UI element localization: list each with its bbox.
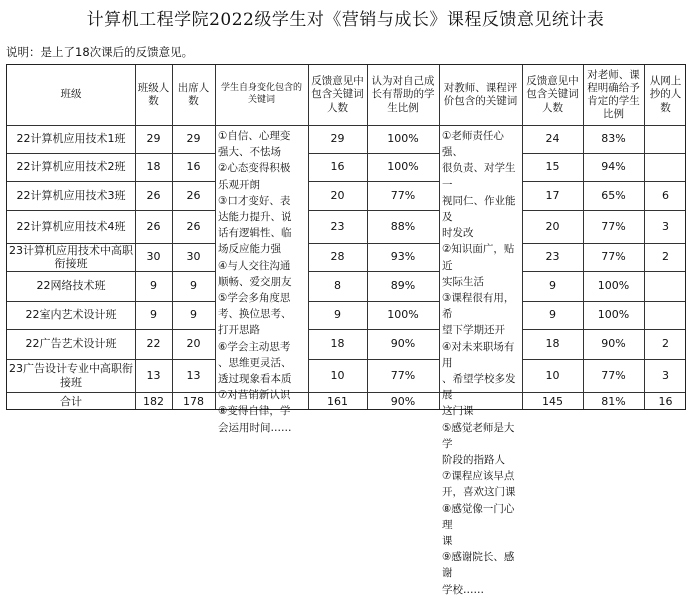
row-attend: 30 bbox=[186, 250, 201, 264]
row-class: 23广告设计专业中高职衔接班 bbox=[9, 362, 133, 389]
header-teacher-keywords: 对教师、课程评价包含的关键词 bbox=[443, 81, 518, 107]
header-student-keywords: 学生自身变化包含的关键词 bbox=[220, 83, 302, 105]
row-students: 29 bbox=[146, 132, 161, 146]
row-class: 合计 bbox=[60, 394, 82, 408]
column-divider bbox=[308, 65, 309, 409]
column-divider bbox=[172, 65, 173, 409]
keyword-line: 达能力提升、说 bbox=[218, 211, 292, 224]
header-feedback-count: 反馈意见中包含关键词人数 bbox=[311, 75, 364, 114]
row-feedback-count-2: 24 bbox=[545, 132, 560, 146]
row-attend: 178 bbox=[183, 394, 204, 408]
header-copied: 从网上抄的人数 bbox=[649, 75, 682, 114]
row-helpful-ratio: 93% bbox=[390, 250, 416, 264]
row-feedback-count: 8 bbox=[334, 279, 341, 293]
header-class: 班级 bbox=[60, 88, 82, 101]
keyword-line: 很负责、对学生一 bbox=[442, 162, 516, 191]
row-copied: 16 bbox=[658, 394, 673, 408]
row-teacher-ratio: 94% bbox=[601, 160, 626, 174]
header-attend: 出席人数 bbox=[177, 81, 210, 107]
row-attend: 13 bbox=[186, 368, 201, 382]
row-students: 26 bbox=[146, 219, 161, 233]
keyword-line: 阶段的指路人 bbox=[442, 454, 505, 467]
row-copied: 3 bbox=[662, 368, 669, 382]
keyword-line: 开，喜欢这门课 bbox=[442, 486, 516, 499]
row-copied: 2 bbox=[662, 250, 669, 264]
row-feedback-count: 20 bbox=[330, 188, 345, 202]
row-copied bbox=[644, 153, 687, 181]
column-divider bbox=[135, 65, 136, 409]
row-attend: 16 bbox=[186, 160, 201, 174]
student-keywords-block bbox=[216, 126, 308, 434]
row-students: 13 bbox=[146, 368, 161, 382]
keyword-line: ④与人交往沟通 bbox=[218, 259, 291, 272]
teacher-keywords-block bbox=[440, 126, 522, 596]
keyword-line: ①自信、心理变 bbox=[218, 130, 291, 142]
row-teacher-ratio: 77% bbox=[601, 219, 626, 233]
row-helpful-ratio: 77% bbox=[390, 368, 416, 382]
row-teacher-ratio: 81% bbox=[601, 394, 626, 408]
row-teacher-ratio: 100% bbox=[597, 308, 630, 322]
row-feedback-count: 10 bbox=[330, 368, 345, 382]
row-feedback-count: 23 bbox=[330, 219, 345, 233]
keyword-line: ③课程很有用，希 bbox=[442, 292, 515, 321]
row-feedback-count: 28 bbox=[330, 250, 345, 264]
keyword-line: 透过现象看本质 bbox=[218, 373, 292, 386]
page-title: 计算机工程学院2022级学生对《营销与成长》课程反馈意见统计表 bbox=[86, 10, 605, 30]
keyword-line: 乐观开朗 bbox=[218, 178, 260, 191]
keyword-line: 打开思路 bbox=[218, 324, 260, 337]
keyword-line: ②心态变得积极 bbox=[218, 162, 291, 175]
keyword-line: ③口才变好、表 bbox=[218, 194, 291, 207]
feedback-table bbox=[6, 64, 686, 596]
row-teacher-ratio: 83% bbox=[601, 132, 626, 146]
header-teacher-ratio: 对老师、课程明确给予肯定的学生比例 bbox=[587, 68, 640, 121]
row-helpful-ratio: 100% bbox=[387, 308, 419, 322]
row-teacher-ratio: 90% bbox=[601, 337, 626, 351]
row-feedback-count: 18 bbox=[330, 337, 345, 351]
column-divider bbox=[583, 65, 584, 409]
row-class: 22广告艺术设计班 bbox=[25, 337, 117, 351]
row-students: 26 bbox=[146, 188, 161, 202]
row-helpful-ratio: 89% bbox=[390, 279, 416, 293]
keyword-line: ⑧变得自律，学 bbox=[218, 405, 291, 418]
column-divider bbox=[522, 65, 523, 409]
row-teacher-ratio: 77% bbox=[601, 250, 626, 264]
row-feedback-count: 29 bbox=[330, 132, 345, 146]
row-attend: 9 bbox=[190, 279, 197, 293]
keyword-line: 望下学期还开 bbox=[442, 324, 505, 337]
row-attend: 26 bbox=[186, 219, 201, 233]
row-feedback-count-2: 10 bbox=[545, 368, 560, 382]
row-feedback-count-2: 23 bbox=[545, 250, 560, 264]
row-students: 30 bbox=[146, 250, 161, 264]
keyword-line: ⑦对营销新认识 bbox=[218, 389, 291, 402]
row-teacher-ratio: 77% bbox=[601, 368, 626, 382]
keyword-line: ①老师责任心强、 bbox=[442, 130, 504, 159]
row-helpful-ratio: 100% bbox=[387, 160, 419, 174]
keyword-line: ⑨感谢院长、感谢 bbox=[442, 551, 515, 580]
header-feedback-count-2: 反馈意见中包含关键词人数 bbox=[526, 75, 579, 114]
row-attend: 9 bbox=[190, 308, 197, 322]
row-feedback-count-2: 20 bbox=[545, 219, 560, 233]
keyword-line: 强大、不怯场 bbox=[218, 146, 281, 159]
keyword-line: 会运用时间…… bbox=[218, 421, 292, 434]
row-copied bbox=[644, 271, 687, 301]
row-feedback-count-2: 15 bbox=[545, 160, 560, 174]
keyword-line: 时发改 bbox=[442, 227, 474, 240]
row-feedback-count: 161 bbox=[327, 394, 348, 408]
row-teacher-ratio: 100% bbox=[597, 279, 630, 293]
row-class: 22计算机应用技术1班 bbox=[16, 132, 126, 146]
column-divider bbox=[367, 65, 368, 409]
row-feedback-count-2: 18 bbox=[545, 337, 560, 351]
keyword-line: 实际生活 bbox=[442, 275, 484, 288]
note: 说明：是上了18次课后的反馈意见。 bbox=[6, 45, 194, 59]
keyword-line: 视同仁、作业能及 bbox=[442, 194, 516, 224]
keyword-line: 、希望学校多发展 bbox=[442, 373, 516, 402]
row-class: 23计算机应用技术中高职衔接班 bbox=[9, 243, 133, 270]
keyword-line: 顺畅、爱交朋友 bbox=[218, 275, 292, 288]
row-copied bbox=[644, 301, 687, 329]
row-helpful-ratio: 77% bbox=[390, 188, 416, 202]
row-class: 22网络技术班 bbox=[36, 279, 106, 293]
row-helpful-ratio: 88% bbox=[390, 219, 416, 233]
row-students: 22 bbox=[146, 337, 161, 351]
row-class: 22室内艺术设计班 bbox=[25, 308, 117, 322]
row-students: 9 bbox=[150, 279, 157, 293]
row-helpful-ratio: 90% bbox=[390, 394, 416, 408]
row-teacher-ratio: 65% bbox=[601, 188, 626, 202]
row-feedback-count: 16 bbox=[330, 160, 345, 174]
keyword-line: 、思维更灵活、 bbox=[218, 356, 292, 369]
row-attend: 26 bbox=[186, 188, 201, 202]
row-class: 22计算机应用技术4班 bbox=[16, 219, 126, 233]
row-feedback-count-2: 9 bbox=[549, 308, 556, 322]
row-class: 22计算机应用技术2班 bbox=[16, 160, 126, 174]
row-students: 9 bbox=[150, 308, 157, 322]
row-students: 18 bbox=[146, 160, 161, 174]
row-feedback-count: 9 bbox=[334, 308, 341, 322]
row-copied: 6 bbox=[662, 188, 669, 202]
keyword-line: 话有逻辑性、临 bbox=[218, 227, 292, 240]
row-feedback-count-2: 17 bbox=[545, 188, 560, 202]
row-copied: 3 bbox=[662, 219, 669, 233]
row-attend: 29 bbox=[186, 132, 201, 146]
row-copied bbox=[644, 125, 687, 153]
row-feedback-count-2: 145 bbox=[542, 394, 563, 408]
row-attend: 20 bbox=[186, 337, 201, 351]
column-divider bbox=[644, 65, 645, 409]
header-students: 班级人数 bbox=[137, 81, 170, 107]
keyword-line: ⑥学会主动思考 bbox=[218, 340, 291, 353]
keyword-line: ⑦课程应该早点 bbox=[442, 470, 515, 483]
keyword-line: ⑧感觉像一门心理 bbox=[442, 502, 515, 531]
keyword-line: ⑤学会多角度思 bbox=[218, 292, 291, 305]
row-copied: 2 bbox=[662, 337, 669, 351]
keyword-line: ④对未来职场有用 bbox=[442, 340, 515, 369]
header-helpful-ratio: 认为对自己成长有帮助的学生比例 bbox=[371, 75, 435, 114]
row-class: 22计算机应用技术3班 bbox=[16, 188, 126, 202]
keyword-line: 课 bbox=[442, 535, 453, 548]
keyword-line: ⑤感觉老师是大学 bbox=[442, 421, 515, 450]
row-helpful-ratio: 100% bbox=[387, 132, 419, 146]
keyword-line: 这门课 bbox=[442, 405, 474, 418]
keyword-line: 学校…… bbox=[442, 583, 484, 596]
keyword-line: ②知识面广，贴近 bbox=[442, 243, 515, 272]
row-feedback-count-2: 9 bbox=[549, 279, 556, 293]
row-helpful-ratio: 90% bbox=[390, 337, 416, 351]
keyword-line: 场反应能力强 bbox=[218, 243, 281, 256]
keyword-line: 考、换位思考、 bbox=[218, 308, 292, 321]
row-students: 182 bbox=[143, 394, 164, 408]
